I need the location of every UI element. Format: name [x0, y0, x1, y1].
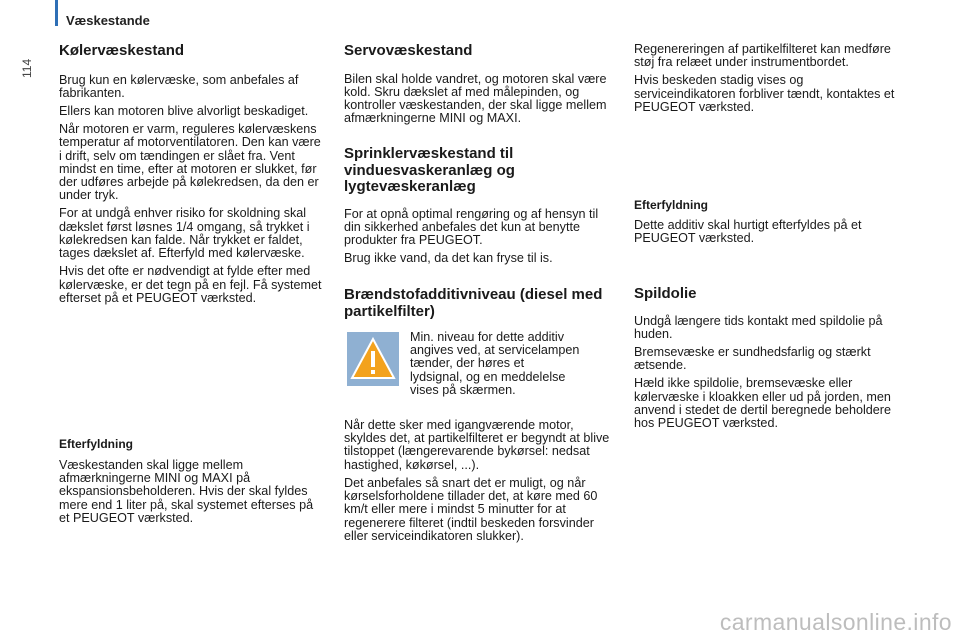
waste-oil-section	[634, 286, 904, 435]
watermark: carmanualsonline.info	[719, 609, 952, 635]
additive-refill-text: Dette additiv skal hurtigt efterfyldes på et PEUGEOT værksted.	[634, 218, 862, 246]
additive-refill-heading: Efterfyldning	[634, 198, 708, 212]
coolant-refill-heading: Efterfyldning	[59, 437, 133, 451]
additive-refill-section	[634, 198, 904, 250]
section-title: Væskestande	[66, 13, 150, 28]
regeneration-text: Hvis beskeden stadig vises og serviceindikatoren forbliver tændt, kontaktes et PEUGEOT værksted.	[634, 73, 895, 114]
coolant-paragraph: Hvis det ofte er nødvendigt at fylde efter med kølervæske, er det tegn på en fejl. Få systemet efterset på et PEUGEOT værksted.	[59, 264, 322, 305]
coolant-paragraph: For at undgå enhver risiko for skoldning skal dækslet først løsnes 1/4 omgang, så trykket i kølekredsen kan falde. Når trykket er faldet, tages dækslet af. Efterfyld med kølervæske.	[59, 206, 310, 261]
regeneration-text: Regenereringen af partikelfilteret kan medføre støj fra relæet under instrumentbordet.	[634, 42, 891, 70]
additive-section-heading	[344, 287, 612, 320]
servo-heading: Servovæskestand	[344, 42, 473, 59]
washer-section	[344, 146, 612, 270]
waste-oil-text: Undgå længere tids kontakt med spildolie på huden.	[634, 313, 883, 341]
additive-text: Det anbefales så snart det er muligt, og når kørselsforholdene tillader det, at køre med 60 km/t eller mere i mindst 5 minutter for at regenerere filteret (indtil beskeden forsvinder eller serviceindikatoren slukker).	[344, 475, 598, 543]
waste-oil-text: Hæld ikke spildolie, bremsevæske eller kølervæske i kloakken eller ud på jorden, men anvend i stedet de dertil beregnede beholdere hos PEUGEOT værksted.	[634, 376, 891, 431]
washer-text: For at opnå optimal rengøring og af hensyn til din sikkerhed anbefales det kun at benytte produkter fra PEUGEOT.	[344, 206, 599, 247]
waste-oil-text: Bremsevæske er sundhedsfarlig og stærkt ætsende.	[634, 344, 871, 373]
coolant-paragraph: Ellers kan motoren blive alvorligt beskadiget.	[59, 103, 309, 118]
coolant-heading: Kølervæskestand	[59, 42, 185, 59]
additive-text: Når dette sker med igangværende motor, skyldes det, at partikelfilteret er begyndt at blive tilstoppet (længerevarende bykørsel: nedsat hastighed, køkørsel, ...).	[344, 418, 610, 472]
coolant-section	[59, 43, 323, 310]
washer-heading: Sprinklervæskestand til vinduesvaskeranlæg og lygtevæskeranlæg	[344, 145, 515, 195]
coolant-refill-section	[59, 437, 323, 530]
warning-panel	[347, 332, 399, 386]
warning-icon	[347, 332, 399, 386]
coolant-refill-text: Væskestanden skal ligge mellem afmærkningerne MINI og MAXI på ekspansionsbeholderen. Hvis der skal fyldes mere end 1 liter på, skal systemet efterses på et PEUGEOT værksted.	[59, 458, 314, 525]
regeneration-section	[634, 43, 904, 119]
page-number: 114	[20, 58, 34, 78]
section-accent-bar	[55, 0, 58, 26]
servo-section	[344, 43, 612, 130]
additive-heading: Brændstofadditivniveau (diesel med partikelfilter)	[344, 286, 603, 320]
warning-text-block	[410, 331, 580, 402]
coolant-paragraph: Når motoren er varm, reguleres kølervæskens temperatur af motorventilatoren. Den kan være i drift, selv om tændingen er slået fra. Vent mindst en time, efter at motoren er slukket, før der udføres arbejde på kølekredsen, da den er under tryk.	[59, 122, 321, 203]
coolant-paragraph: Brug kun en kølervæske, som anbefales af fabrikanten.	[59, 72, 299, 100]
washer-text: Brug ikke vand, da det kan fryse til is.	[344, 251, 553, 266]
waste-oil-heading: Spildolie	[634, 285, 697, 302]
warning-text: Min. niveau for dette additiv angives ved, at servicelampen tænder, der høres et lydsignal, og en meddelelse vises på skærmen.	[410, 330, 580, 397]
additive-section	[344, 419, 612, 548]
servo-text: Bilen skal holde vandret, og motoren skal være kold. Skru dækslet af med målepinden, og kontroller væskestanden, der skal ligge mellem afmærkningerne MINI og MAXI.	[344, 71, 607, 126]
